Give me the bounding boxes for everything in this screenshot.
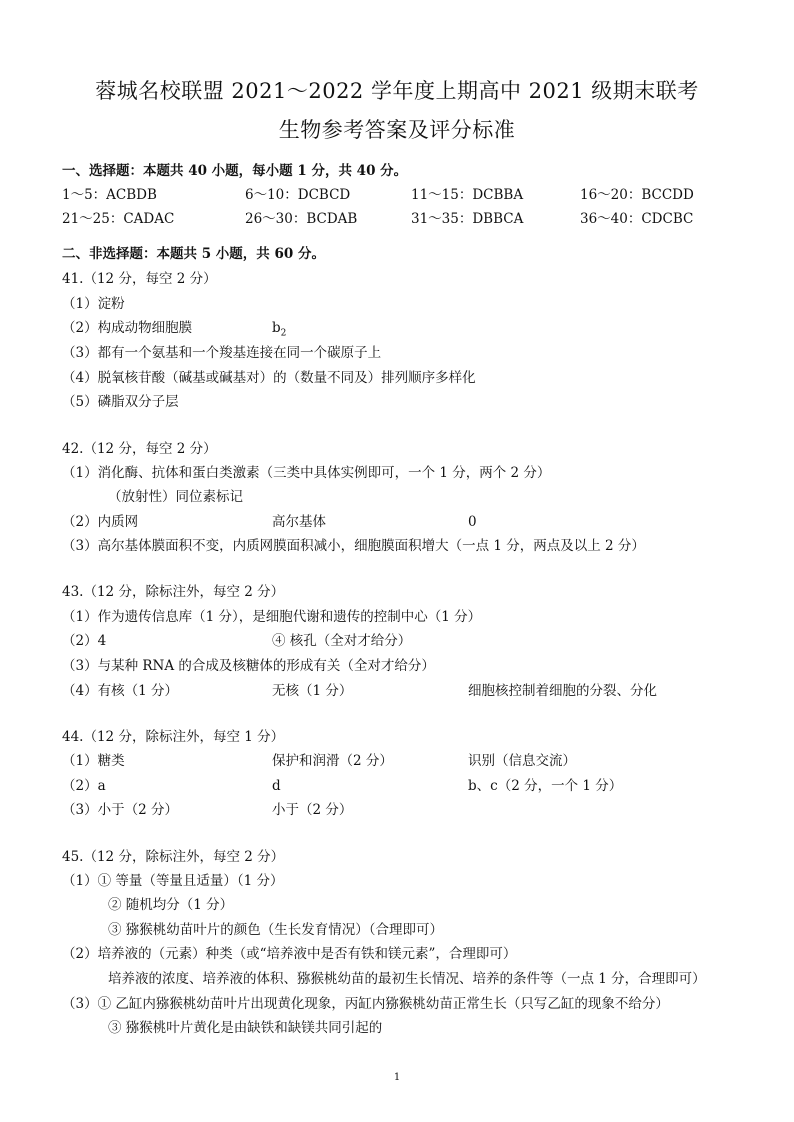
q44-a2 (62, 778, 623, 794)
answer-cell: 31～35：DBBCA (411, 211, 524, 227)
q41-a2 (62, 320, 287, 339)
q45-head: 45.（12 分，除标注外，每空 2 分） (62, 849, 285, 865)
q43-a4-part3: 细胞核控制着细胞的分裂、分化 (468, 683, 657, 699)
q44-a2-part3: b、c（2 分，一个 1 分） (468, 778, 623, 794)
q44-a1-part2: 保护和润滑（2 分） (272, 753, 393, 769)
q43-a2-part2: ④ 核孔（全对才给分） (272, 633, 412, 649)
q41-a2-part2: $b_2$ (272, 320, 287, 339)
q45-a3-1: （3）① 乙缸内猕猴桃幼苗叶片出现黄化现象，丙缸内猕猴桃幼苗正常生长（只写乙缸的现象不给分） (62, 996, 669, 1012)
q43-head: 43.（12 分，除标注外，每空 2 分） (62, 584, 285, 600)
answer-cell: 11～15：DCBBA (411, 187, 524, 203)
q44-a1-part3: 识别（信息交流） (468, 753, 576, 769)
q42-a3: （3）高尔基体膜面积不变，内质网膜面积减小，细胞膜面积增大（一点 1 分，两点及以上 2 分） (62, 538, 645, 554)
q41-a2-part1: （2）构成动物细胞膜 (62, 320, 193, 336)
q43-a3: （3）与某种 RNA 的合成及核糖体的形成有关（全对才给分） (62, 658, 435, 674)
q42-a2 (62, 514, 477, 530)
q42-a1: （1）消化酶、抗体和蛋白类激素（三类中具体实例即可，一个 1 分，两个 2 分） (62, 465, 551, 481)
q43-a1: （1）作为遗传信息库（1 分），是细胞代谢和遗传的控制中心（1 分） (62, 609, 482, 625)
title-line-1: 蓉城名校联盟 2021～2022 学年度上期高中 2021 级期末联考 (95, 79, 699, 103)
q41-a1: （1）淀粉 (62, 296, 125, 312)
answer-cell: 26～30：BCDAB (245, 211, 358, 227)
q43-a4 (62, 683, 657, 699)
q43-a4-part2: 无核（1 分） (272, 683, 353, 699)
q42-a2-part2: 高尔基体 (272, 514, 326, 530)
answer-cell: 36～40：CDCBC (580, 211, 694, 227)
q41-a4: （4）脱氧核苷酸（碱基或碱基对）的（数量不同及）排列顺序多样化 (62, 370, 476, 386)
q42-a2-part3: 0 (468, 514, 477, 530)
q43-a2-part1: （2）4 (62, 633, 107, 649)
section2-heading: 二、非选择题：本题共 5 小题，共 60 分。 (62, 246, 325, 262)
q44-a1 (62, 753, 576, 769)
q43-a2 (62, 633, 412, 649)
q42-a1b: （放射性）同位素标记 (108, 489, 243, 505)
answer-cell: 6～10：DCBCD (245, 187, 351, 203)
q45-a2-1: （2）培养液的（元素）种类（或“培养液中是否有铁和镁元素”，合理即可） (62, 946, 517, 962)
answer-cell: 1～5：ACBDB (62, 187, 157, 203)
q44-head: 44.（12 分，除标注外，每空 1 分） (62, 729, 285, 745)
q44-a3-part1: （3）小于（2 分） (62, 802, 178, 818)
answer-cell: 16～20：BCCDD (580, 187, 694, 203)
q42-a2-part1: （2）内质网 (62, 514, 139, 530)
q44-a1-part1: （1）糖类 (62, 753, 125, 769)
q43-a4-part1: （4）有核（1 分） (62, 683, 178, 699)
q45-a2-2: 培养液的浓度、培养液的体积、猕猴桃幼苗的最初生长情况、培养的条件等（一点 1 分，合理即可） (108, 971, 706, 987)
section1-heading: 一、选择题：本题共 40 小题，每小题 1 分，共 40 分。 (62, 163, 408, 179)
q44-a3 (62, 802, 353, 818)
q45-a1-3: ③ 猕猴桃幼苗叶片的颜色（生长发育情况）（合理即可） (108, 922, 444, 938)
q44-a3-part2: 小于（2 分） (272, 802, 353, 818)
q42-head: 42.（12 分，每空 2 分） (62, 441, 217, 457)
q41-a3: （3）都有一个氨基和一个羧基连接在同一个碳原子上 (62, 345, 382, 361)
q45-a1-1: （1）① 等量（等量且适量）（1 分） (62, 873, 284, 889)
q45-a3-2: ③ 猕猴桃叶片黄化是由缺铁和缺镁共同引起的 (108, 1020, 383, 1036)
q44-a2-part1: （2）a (62, 778, 106, 794)
q41-a5: （5）磷脂双分子层 (62, 394, 179, 410)
page-number: 1 (393, 1072, 401, 1083)
q41-head: 41.（12 分，每空 2 分） (62, 271, 217, 287)
q45-a1-2: ② 随机均分（1 分） (108, 897, 234, 913)
title-line-2: 生物参考答案及评分标准 (278, 118, 516, 142)
q44-a2-part2: d (272, 778, 281, 794)
answer-cell: 21～25：CADAC (62, 211, 175, 227)
